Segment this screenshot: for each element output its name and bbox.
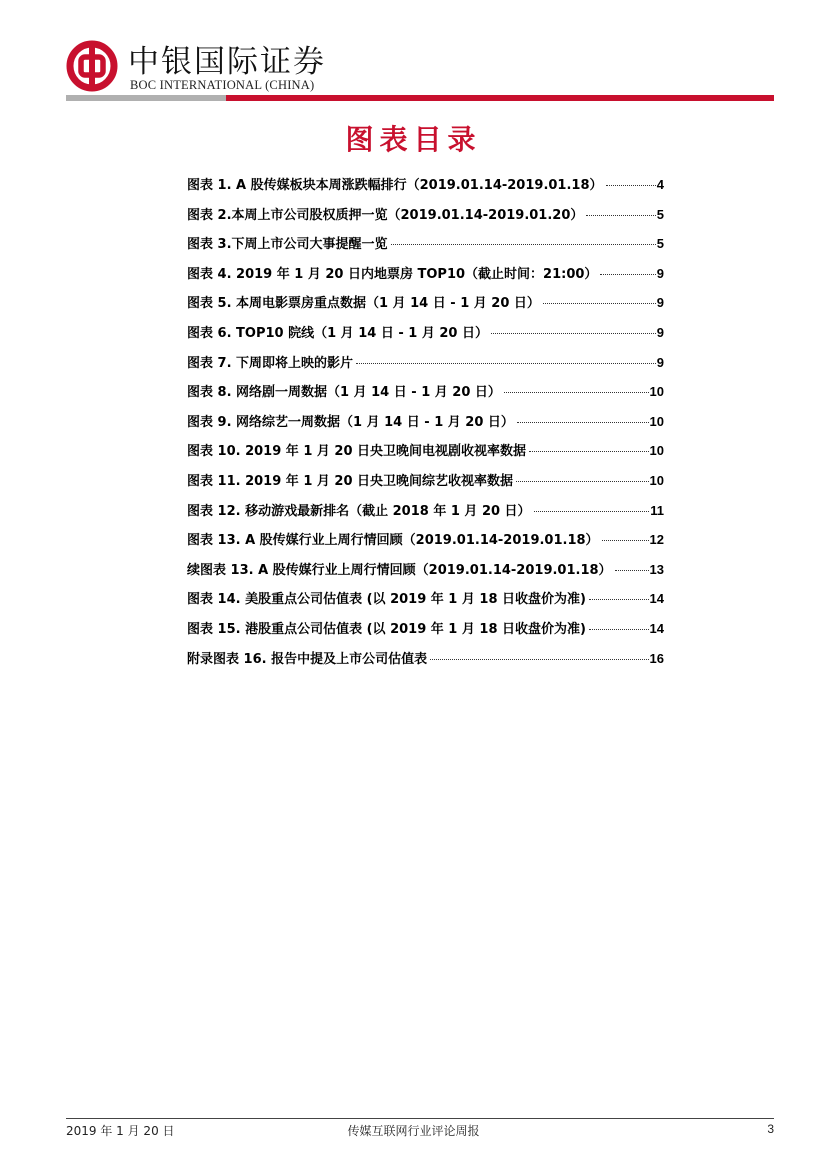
toc-entry[interactable] [187,352,664,382]
toc-entry[interactable] [187,648,664,678]
toc-entry-label: 图表 2.本周上市公司股权质押一览（2019.01.14-2019.01.20） [187,207,584,223]
toc-entry-label: 图表 15. 港股重点公司估值表 (以 2019 年 1 月 18 日收盘价为准) [187,621,586,637]
toc-leader-dots [391,243,656,245]
toc-entry-label: 图表 10. 2019 年 1 月 20 日央卫晚间电视剧收视率数据 [187,444,527,460]
toc-entry[interactable] [187,381,664,411]
toc-entry[interactable] [187,174,664,204]
toc-entry-label: 附录图表 16. 报告中提及上市公司估值表 [187,651,428,667]
toc-leader-dots [504,391,649,393]
toc-entry[interactable] [187,500,664,530]
toc-entry-label: 图表 14. 美股重点公司估值表 (以 2019 年 1 月 18 日收盘价为准) [187,592,586,608]
toc-entry[interactable] [187,411,664,441]
toc-entry[interactable] [187,440,664,470]
toc-entry-page: 9 [656,295,664,311]
toc-leader-dots [517,421,649,423]
toc-entry[interactable] [187,559,664,589]
toc-entry-label: 图表 8. 网络剧一周数据（1 月 14 日 - 1 月 20 日） [187,385,501,401]
toc-entry-page: 10 [649,472,664,488]
toc-leader-dots [356,362,656,364]
toc-entry-label: 图表 3.下周上市公司大事提醒一览 [187,237,388,253]
toc-leader-dots [534,510,650,512]
toc-entry-page: 13 [649,561,664,577]
toc-leader-dots [491,332,656,334]
toc-entry[interactable] [187,588,664,618]
toc-entry-page: 11 [650,502,664,518]
toc-entry-page: 9 [656,354,664,370]
toc-entry[interactable] [187,529,664,559]
header-rule-red [226,95,774,101]
toc-entry-page: 5 [656,236,664,252]
toc-leader-dots [586,214,655,216]
toc-entry-page: 9 [656,265,664,281]
toc-entry-label: 图表 4. 2019 年 1 月 20 日内地票房 TOP10（截止时间：21:00） [187,266,598,282]
toc-leader-dots [529,450,649,452]
toc-leader-dots [600,273,655,275]
toc-entry-page: 10 [649,443,664,459]
header-rule-gray [66,95,226,101]
toc-entry-page: 9 [656,324,664,340]
toc-entry-page: 14 [649,591,664,607]
toc-entry[interactable] [187,322,664,352]
toc-entry-label: 图表 9. 网络综艺一周数据（1 月 14 日 - 1 月 20 日） [187,414,514,430]
toc-entry-label: 续图表 13. A 股传媒行业上周行情回顾（2019.01.14-2019.01.18） [187,562,612,578]
toc-entry[interactable] [187,233,664,263]
toc-entry-label: 图表 12. 移动游戏最新排名（截止 2018 年 1 月 20 日） [187,503,531,519]
toc-entry[interactable] [187,292,664,322]
brand-name-cn: 中银国际证券 [128,44,326,80]
toc-leader-dots [430,658,648,660]
boc-logo-icon [66,40,118,92]
toc-entry-label: 图表 6. TOP10 院线（1 月 14 日 - 1 月 20 日） [187,325,488,341]
toc-entry[interactable] [187,263,664,293]
toc-entry-label: 图表 11. 2019 年 1 月 20 日央卫晚间综艺收视率数据 [187,473,514,489]
toc-entry[interactable] [187,204,664,234]
toc-list [187,174,664,677]
footer-rule [66,1118,774,1119]
toc-entry-page: 10 [649,384,664,400]
toc-entry[interactable] [187,618,664,648]
toc-leader-dots [606,184,656,186]
toc-entry-page: 16 [649,650,664,666]
footer-page-number: 3 [767,1122,774,1136]
toc-entry[interactable] [187,470,664,500]
footer-date: 2019 年 1 月 20 日 [66,1124,175,1138]
toc-leader-dots [615,569,649,571]
toc-leader-dots [589,598,649,600]
toc-entry-page: 12 [649,532,664,548]
page-header [66,36,774,102]
toc-leader-dots [602,539,649,541]
toc-leader-dots [543,302,656,304]
toc-entry-label: 图表 13. A 股传媒行业上周行情回顾（2019.01.14-2019.01.18） [187,533,599,549]
toc-title: 图表目录 [345,123,482,156]
toc-entry-label: 图表 5. 本周电影票房重点数据（1 月 14 日 - 1 月 20 日） [187,296,540,312]
toc-entry-page: 4 [656,177,664,192]
toc-entry-page: 10 [649,413,664,429]
toc-leader-dots [589,628,649,630]
toc-leader-dots [516,480,649,482]
toc-entry-page: 5 [656,206,664,222]
toc-entry-label: 图表 7. 下周即将上映的影片 [187,355,354,371]
footer-title: 传媒互联网行业评论周报 [347,1124,480,1138]
toc-entry-page: 14 [649,620,664,636]
brand-name-en: BOC INTERNATIONAL (CHINA) [130,78,315,92]
toc-entry-label: 图表 1. A 股传媒板块本周涨跌幅排行（2019.01.14-2019.01.18） [187,178,603,193]
